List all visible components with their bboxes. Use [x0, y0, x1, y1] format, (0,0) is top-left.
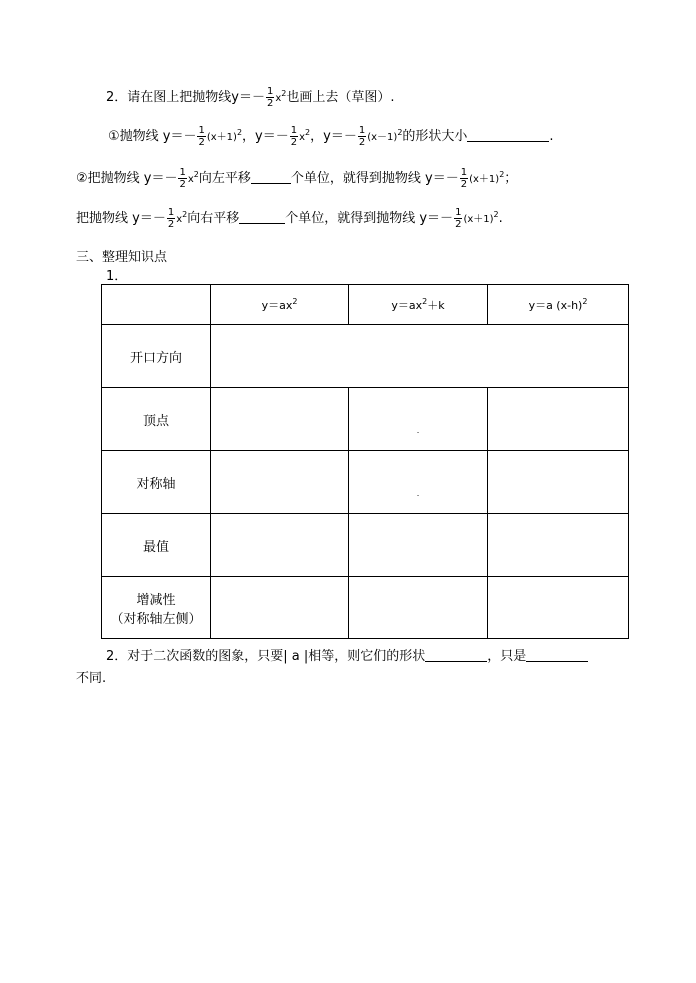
table-row [102, 514, 629, 577]
row-label-vertex: 顶点 [102, 388, 211, 451]
exponent: 2 [236, 128, 243, 137]
semicolon: ； [504, 171, 518, 186]
answer-cell[interactable] [349, 577, 488, 639]
table-row [102, 325, 629, 388]
fraction [178, 167, 186, 190]
answer-cell[interactable] [488, 514, 629, 577]
item-3-prefix: 把抛物线 y＝－ [76, 211, 166, 226]
term: (x＋1) [469, 174, 500, 185]
header-y-ax2-k [349, 285, 488, 325]
item-2-text: 2．对于二次函数的图象，只要 [106, 649, 284, 664]
header-text: y＝ax [261, 298, 293, 312]
answer-blank[interactable] [251, 171, 291, 184]
answer-cell[interactable] [211, 325, 629, 388]
fraction-denominator: 2 [290, 137, 298, 148]
answer-blank[interactable] [239, 211, 285, 224]
fraction [197, 125, 205, 148]
table-row [102, 451, 629, 514]
fraction-denominator: 2 [179, 179, 186, 190]
fraction-numerator: 1 [167, 207, 175, 218]
exponent: 2 [582, 296, 588, 306]
var-y: y [231, 90, 239, 105]
result-text: 个单位，就得到抛物线 y＝－ [290, 171, 459, 186]
fraction-numerator: 1 [179, 167, 186, 178]
period: . [549, 129, 554, 144]
result-text: 个单位，就得到抛物线 y＝－ [285, 211, 454, 226]
header-y-a-x-h2 [488, 285, 629, 325]
fraction-numerator: 1 [460, 167, 468, 178]
fraction-numerator: 1 [198, 125, 205, 136]
row-label-line: （对称轴左侧） [110, 611, 202, 627]
fraction-denominator: 2 [267, 98, 274, 109]
section-title: 三、整理知识点 [76, 250, 168, 265]
shift-left-text: 向左平移 [198, 171, 251, 186]
answer-blank[interactable] [467, 129, 549, 142]
fraction-numerator: 1 [290, 125, 298, 136]
answer-blank[interactable] [526, 649, 588, 662]
answer-cell[interactable] [488, 451, 629, 514]
header-text: y＝ax [391, 298, 423, 312]
question-2-text: 2．请在图上把抛物线 [106, 90, 232, 105]
fraction [167, 207, 175, 230]
var-x: x [187, 174, 194, 185]
fraction [454, 207, 462, 230]
separator: ，y＝－ [242, 129, 289, 144]
fraction-numerator: 1 [267, 86, 274, 97]
term: (x＋1) [463, 214, 494, 225]
item-2-continued: 不同. [76, 671, 107, 686]
answer-cell[interactable] [211, 577, 349, 639]
fraction [266, 86, 274, 109]
answer-cell[interactable] [488, 388, 629, 451]
answer-cell[interactable] [349, 388, 488, 451]
shape-comparison-line [108, 125, 554, 148]
answer-cell[interactable] [211, 514, 349, 577]
table-row [102, 577, 629, 639]
header-text: ＋k [427, 298, 445, 312]
exponent: 2 [422, 296, 428, 306]
fraction-denominator: 2 [460, 179, 468, 190]
fraction-numerator: 1 [455, 207, 462, 218]
dot-mark: . [416, 488, 420, 498]
answer-cell[interactable] [488, 577, 629, 639]
answer-cell[interactable] [349, 451, 488, 514]
shift-right-line [76, 207, 503, 230]
term: x [299, 132, 306, 143]
question-2-suffix: 也画上去（草图）. [286, 90, 395, 105]
knowledge-table [101, 284, 629, 639]
term: (x－1) [367, 132, 398, 143]
answer-blank[interactable] [425, 649, 487, 662]
exponent: 2 [305, 128, 311, 137]
item-2-line [106, 645, 588, 664]
answer-cell[interactable] [211, 388, 349, 451]
fraction [460, 167, 468, 190]
row-label-monotonicity [102, 577, 211, 639]
shift-left-line [76, 167, 517, 190]
exponent: 2 [193, 170, 199, 179]
fraction-numerator: 1 [358, 125, 366, 136]
fraction [290, 125, 298, 148]
table-corner-cell [102, 285, 211, 325]
exponent: 2 [499, 170, 505, 179]
row-label-opening-direction: 开口方向 [102, 325, 211, 388]
fraction-denominator: 2 [167, 219, 175, 230]
fraction-denominator: 2 [358, 137, 366, 148]
exponent: 2 [182, 210, 188, 219]
item-2-text: 相等，则它们的形状 [308, 649, 426, 664]
shift-right-text: 向右平移 [187, 211, 240, 226]
question-2-line [106, 86, 395, 109]
row-label-line: 增减性 [136, 592, 176, 608]
table-row [102, 388, 629, 451]
item-number: 1． [106, 269, 128, 284]
answer-cell[interactable] [349, 514, 488, 577]
dot-mark: . [416, 425, 420, 435]
equals-minus: ＝－ [238, 90, 265, 105]
separator: ，y＝－ [310, 129, 357, 144]
row-label-extreme-value: 最值 [102, 514, 211, 577]
exponent: 2 [292, 296, 298, 306]
row-label-axis-of-symmetry: 对称轴 [102, 451, 211, 514]
fraction-denominator: 2 [455, 219, 462, 230]
fraction-denominator: 2 [198, 137, 205, 148]
var-x: x [275, 93, 282, 104]
item-1-suffix: 的形状大小 [402, 129, 468, 144]
abs-a: | a | [283, 649, 309, 664]
period: . [498, 211, 503, 226]
var-x: x [176, 214, 183, 225]
header-y-ax2 [211, 285, 349, 325]
item-2-prefix: ②把抛物线 y＝－ [76, 171, 178, 186]
answer-cell[interactable] [211, 451, 349, 514]
header-text: y＝a (x-h) [528, 298, 583, 312]
item-2-text: ，只是 [487, 649, 527, 664]
exponent: 2 [281, 89, 287, 98]
term: (x＋1) [206, 132, 237, 143]
exponent: 2 [397, 128, 403, 137]
item-1-prefix: ①抛物线 y＝－ [108, 129, 197, 144]
fraction [358, 125, 366, 148]
table-header-row [102, 285, 629, 325]
exponent: 2 [493, 210, 499, 219]
